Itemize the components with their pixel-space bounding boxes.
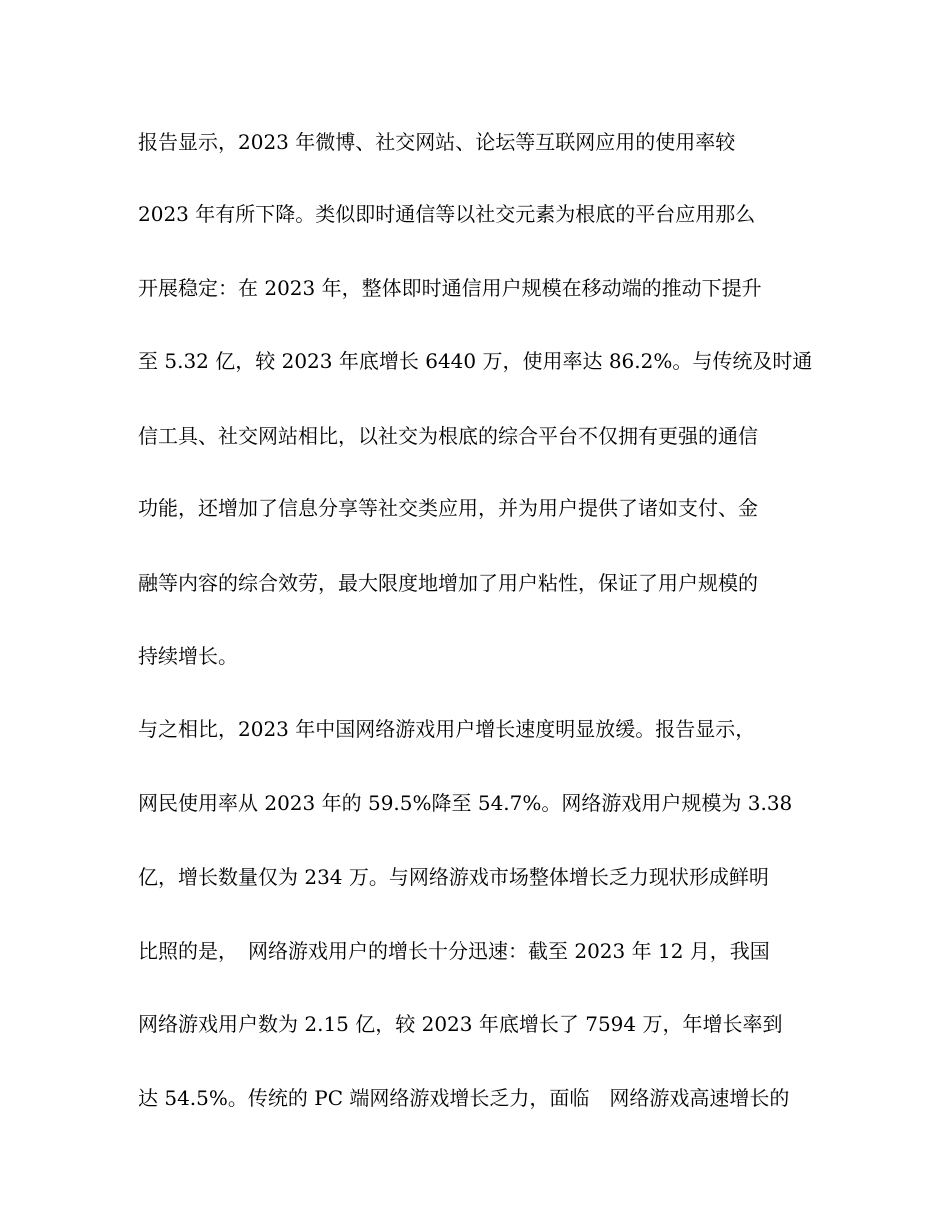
text-line: 融等内容的综合效劳，最大限度地增加了用户粘性，保证了用户规模的 <box>138 571 758 595</box>
text-line: 至 5.32 亿，较 2023 年底增长 6440 万，使用率达 86.2%。与传统及时通 <box>138 349 813 373</box>
text-line: 2023 年有所下降。类似即时通信等以社交元素为根底的平台应用那么 <box>138 202 756 226</box>
text-line: 持续增长。 <box>138 644 238 668</box>
text-line: 功能，还增加了信息分享等社交类应用，并为用户提供了诸如支付、金 <box>138 496 758 520</box>
text-line: 达 54.5%。传统的 PC 端网络游戏增长乏力，面临 网络游戏高速增长的 <box>138 1086 790 1110</box>
text-line: 网民使用率从 2023 年的 59.5%降至 54.7%。网络游戏用户规模为 3.38 <box>138 791 793 815</box>
text-line: 与之相比，2023 年中国网络游戏用户增长速度明显放缓。报告显示， <box>138 717 756 741</box>
text-line: 开展稳定：在 2023 年，整体即时通信用户规模在移动端的推动下提升 <box>138 276 762 300</box>
text-line: 网络游戏用户数为 2.15 亿，较 2023 年底增长了 7594 万，年增长率到 <box>138 1012 783 1036</box>
text-line: 亿，增长数量仅为 234 万。与网络游戏市场整体增长乏力现状形成鲜明 <box>138 865 769 889</box>
text-line: 报告显示，2023 年微博、社交网站、论坛等互联网应用的使用率较 <box>138 130 736 154</box>
text-line: 信工具、社交网站相比，以社交为根底的综合平台不仅拥有更强的通信 <box>138 424 758 448</box>
text-line: 比照的是， 网络游戏用户的增长十分迅速：截至 2023 年 12 月，我国 <box>138 939 770 963</box>
